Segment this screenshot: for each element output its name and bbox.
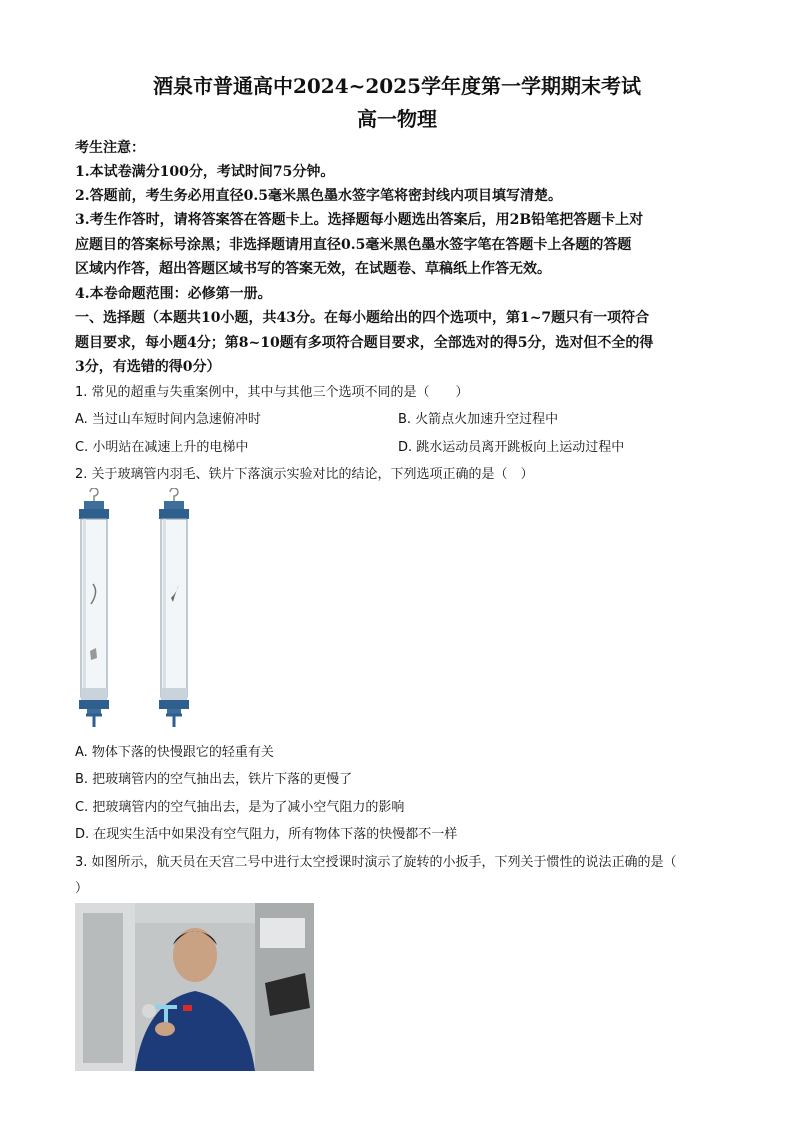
question-3-stem-continued: ） [75,881,89,896]
question-1-stem: 1. 常见的超重与失重案例中，其中与其他三个选项不同的是（ ） [75,385,469,400]
notice-item: 应题目的答案标号涂黑；非选择题请用直径0.5毫米黑色墨水签字笔在答题卡上各题的答题 [75,237,632,253]
question-3-stem: 3. 如图所示，航天员在天宫二号中进行太空授课时演示了旋转的小扳手，下列关于惯性的说法正确的是（ [75,855,677,870]
section-heading: 题目要求，每小题4分；第8~10题有多项符合题目要求，全部选对的得5分，选对但不全的得 [75,335,654,351]
notice-item: 3.考生作答时，请将答案答在答题卡上。选择题每小题选出答案后，用2B铅笔把答题卡上对 [75,212,644,228]
glass-tube-right [159,488,189,727]
glass-tubes-figure [70,488,200,733]
question-1-option-c: C. 小明站在减速上升的电梯中 [75,440,249,455]
exam-subject: 高一物理 [357,107,437,131]
section-heading: 一、选择题（本题共10小题，共43分。在每小题给出的四个选项中，第1~7题只有一项符合 [75,310,650,326]
question-1-option-b: B. 火箭点火加速升空过程中 [398,412,559,427]
question-1-option-d: D. 跳水运动员离开跳板向上运动过程中 [398,440,625,455]
question-2-option-b: B. 把玻璃管内的空气抽出去，铁片下落的更慢了 [75,772,353,787]
astronaut-photo [75,903,314,1071]
question-1-option-a: A. 当过山车短时间内急速俯冲时 [75,412,261,427]
notice-heading: 考生注意： [75,140,145,156]
notice-item: 4.本卷命题范围：必修第一册。 [75,286,272,302]
question-2-stem: 2. 关于玻璃管内羽毛、铁片下落演示实验对比的结论，下列选项正确的是（ ） [75,467,534,482]
notice-item: 1.本试卷满分100分，考试时间75分钟。 [75,164,335,180]
question-2-option-c: C. 把玻璃管内的空气抽出去，是为了减小空气阻力的影响 [75,800,405,815]
notice-item: 区域内作答，超出答题区域书写的答案无效，在试题卷、草稿纸上作答无效。 [75,261,551,277]
exam-title: 酒泉市普通高中2024~2025学年度第一学期期末考试 [152,74,642,98]
section-heading: 3分，有选错的得0分） [75,359,221,375]
question-2-option-a: A. 物体下落的快慢跟它的轻重有关 [75,745,274,760]
question-2-option-d: D. 在现实生活中如果没有空气阻力，所有物体下落的快慢都不一样 [75,827,458,842]
glass-tube-left [79,488,109,727]
notice-item: 2.答题前，考生务必用直径0.5毫米黑色墨水签字笔将密封线内项目填写清楚。 [75,188,562,204]
